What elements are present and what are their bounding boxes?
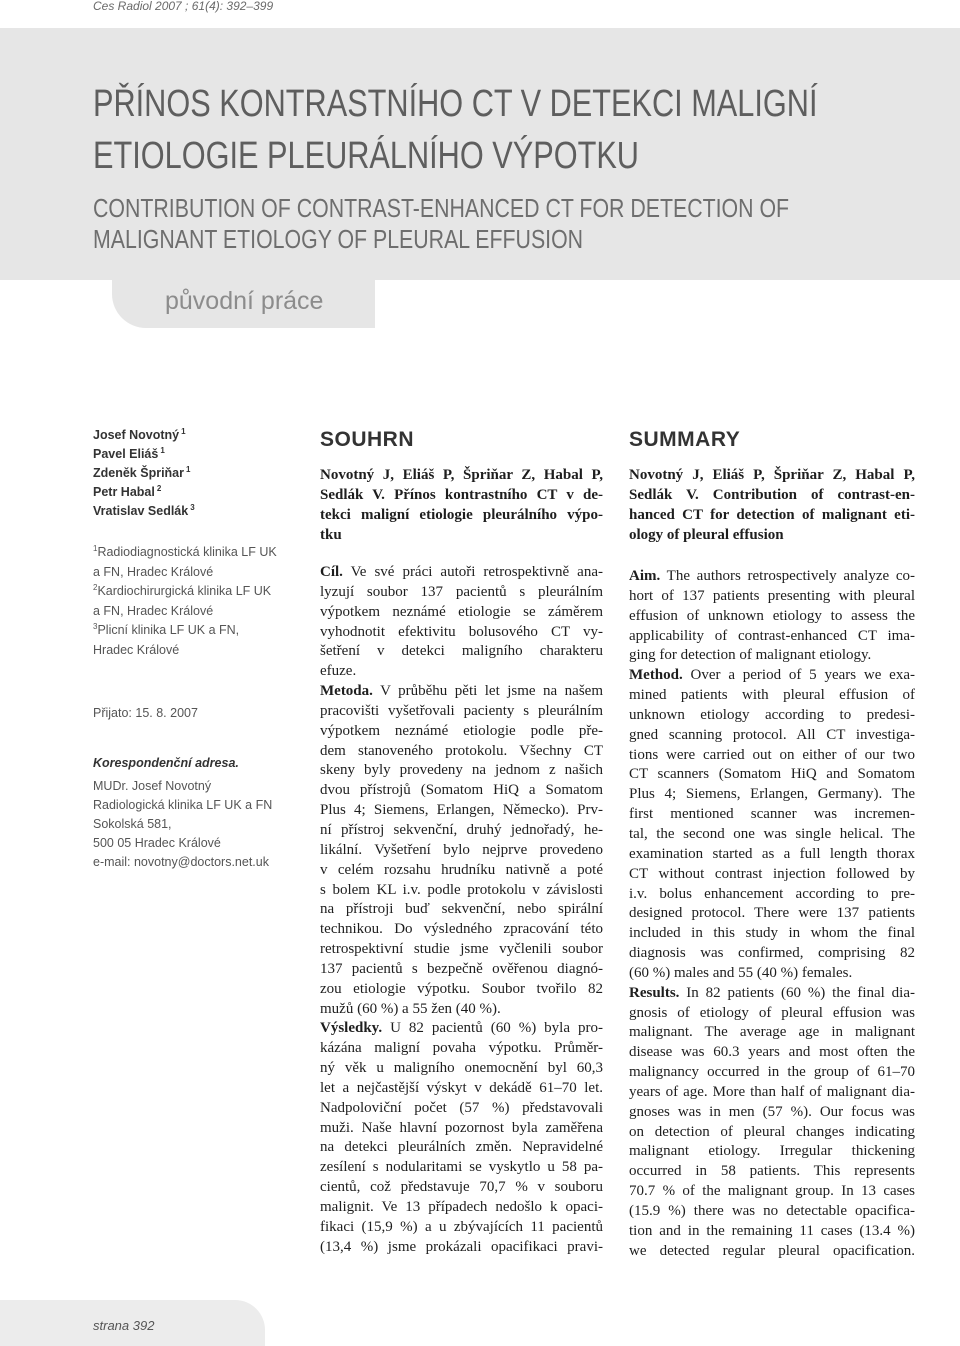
abstract-line-text: CT scanners (Somatom HiQ and Somatom — [629, 766, 915, 783]
abstract-line — [629, 845, 915, 865]
affiliation-number: 1 — [93, 544, 98, 553]
author — [93, 426, 308, 445]
abstract-line-text: disease was 60.3 years and most often the — [629, 1044, 915, 1061]
abstract-section-label: Výsledky. — [320, 1020, 383, 1037]
author — [93, 445, 308, 464]
affiliation-line — [93, 543, 308, 563]
author-name: Zdeněk Špriňar — [93, 466, 184, 480]
abstract-line — [629, 1103, 915, 1123]
abstract-line — [629, 1083, 915, 1103]
article-title-english — [93, 193, 789, 255]
abstract-line-text: 70.7 % of the malignant group. In 13 cases — [629, 1183, 915, 1200]
abstract-line — [320, 881, 603, 901]
abstract-line — [629, 984, 915, 1004]
abstract-line — [320, 761, 603, 781]
abstract-line — [320, 1198, 603, 1218]
summary-abstract-body — [629, 567, 915, 1262]
abstract-line-text: gned scanning protocol. All CT investiga- — [629, 726, 915, 743]
abstract-line-text: malignancy occurred in the group of 61–70 — [629, 1064, 915, 1081]
correspondence-line: 500 05 Hradec Králové — [93, 835, 221, 850]
affiliation-line — [93, 563, 308, 583]
abstract-line — [320, 742, 603, 762]
souhrn-heading: SOUHRN — [320, 428, 415, 451]
abstract-line — [320, 1059, 603, 1079]
abstract-line — [629, 1142, 915, 1162]
affiliation-number: 3 — [93, 622, 98, 631]
abstract-line-text: malignant. The average age in malignant — [629, 1024, 915, 1041]
abstract-line-text: U 82 pacientů (60 %) byla pro- — [382, 1020, 603, 1037]
abstract-line — [320, 682, 603, 702]
abstract-line-text: (15.9 %) there was no detectable opacifica- — [629, 1203, 915, 1219]
title-cz-line: ETIOLOGIE PLEURÁLNÍHO VÝPOTKU — [93, 135, 639, 177]
abstract-line-text: Ve své práci autoři retrospektivně ana- — [342, 564, 603, 580]
abstract-section-label: Metoda. — [320, 683, 373, 700]
abstract-line — [629, 924, 915, 944]
affiliation-line — [93, 621, 308, 641]
abstract-line — [629, 627, 915, 647]
abstract-line-text: on detection of pleural changes indicating — [629, 1123, 915, 1140]
abstract-line-text: likální. Vyšetření bylo nejprve provedeno — [320, 841, 603, 858]
abstract-line — [320, 940, 603, 960]
abstract-line-text: years of age. More than half of malignant dia- — [629, 1083, 915, 1100]
abstract-line — [320, 781, 603, 801]
abstract-line — [629, 1123, 915, 1143]
abstract-line — [629, 1063, 915, 1083]
abstract-line-text: Plus 4; Siemens, Erlangen, Germany). The — [629, 786, 915, 803]
affiliation-text: a FN, Hradec Králové — [93, 564, 214, 579]
abstract-line — [629, 1162, 915, 1182]
abstract-line — [320, 1079, 603, 1099]
correspondence-line: Radiologická klinika LF UK a FN — [93, 797, 273, 812]
abstract-line — [629, 1182, 915, 1202]
abstract-line-text: i.v. bolus enhancement according to pre- — [629, 885, 915, 902]
abstract-line-text: The authors retrospectively analyze co- — [660, 568, 915, 584]
abstract-line-text: zesílení s nodularitami se vyskytlo u 58 pa- — [320, 1159, 603, 1176]
author — [93, 483, 308, 502]
souhrn-citation — [320, 466, 603, 545]
abstract-line-text: let a nejčastější výskyt v dekádě 61–70 let. — [320, 1079, 603, 1096]
affiliation-text: Plicní klinika LF UK a FN, — [97, 623, 240, 637]
author — [93, 464, 308, 483]
abstract-line-text: applicability of contrast-enhanced CT ima- — [629, 627, 915, 644]
abstract-line — [320, 1238, 603, 1258]
affiliation-line — [93, 582, 308, 602]
abstract-line — [320, 980, 603, 1000]
affiliation-mark: 1 — [181, 427, 186, 436]
correspondence-line: MUDr. Josef Novotný — [93, 778, 212, 793]
title-en-line: CONTRIBUTION OF CONTRAST-ENHANCED CT FOR DETECTION OF — [93, 193, 790, 223]
abstract-line — [629, 1043, 915, 1063]
summary-heading: SUMMARY — [629, 428, 741, 451]
abstract-line-text: hort of 137 patients presenting with pleural — [629, 587, 915, 604]
abstract-line-text: v celém rozsahu hrudníku nativně a poté — [320, 861, 603, 878]
abstract-line-text: (13,4 %) jsme prokázali opacifikaci pravi- — [320, 1238, 603, 1255]
abstract-line-text: ný věk u maligního onemocnění byl 60,3 — [320, 1060, 603, 1077]
citation-line: Novotný J, Eliáš P, Špriňar Z, Habal P, — [629, 467, 915, 483]
affiliation-line — [93, 602, 308, 622]
abstract-line — [320, 1138, 603, 1158]
abstract-line — [629, 805, 915, 825]
abstract-line — [320, 583, 603, 603]
abstract-line — [320, 960, 603, 980]
article-title-czech — [93, 78, 817, 182]
abstract-line — [320, 801, 603, 821]
abstract-line-text: lyzují soubor 137 pacientů s pleurálním — [320, 583, 603, 600]
abstract-line — [629, 825, 915, 845]
abstract-line — [629, 746, 915, 766]
abstract-line-text: dem stanoveného protokolu. Všechny CT — [320, 742, 603, 759]
abstract-line — [629, 944, 915, 964]
abstract-line — [629, 607, 915, 627]
title-en-line: MALIGNANT ETIOLOGY OF PLEURAL EFFUSION — [93, 224, 584, 254]
abstract-line — [320, 920, 603, 940]
affiliation-mark: 1 — [186, 465, 191, 474]
abstract-section-label: Aim. — [629, 568, 661, 584]
affiliations-list — [93, 543, 308, 660]
abstract-line-text: kázána maligní povaha výpotku. Průměr- — [320, 1040, 603, 1057]
correspondence-line: Sokolská 581, — [93, 816, 172, 831]
title-cz-line: PŘÍNOS KONTRASTNÍHO CT V DETEKCI MALIGNÍ — [93, 83, 818, 125]
abstract-line — [320, 1178, 603, 1198]
affiliation-text: Radiodiagnostická klinika LF UK — [97, 545, 277, 559]
abstract-line — [320, 702, 603, 722]
abstract-line-text: Nadpoloviční počet (57 %) představovali — [320, 1099, 603, 1116]
abstract-line — [320, 861, 603, 881]
abstract-line — [320, 642, 603, 662]
author-name: Josef Novotný — [93, 428, 180, 442]
abstract-line — [629, 646, 915, 666]
abstract-line-text: we detected regular pleural opacification. — [629, 1242, 915, 1259]
abstract-line-text: gnosis of etiology of pleural effusion was — [629, 1004, 915, 1021]
abstract-line — [320, 623, 603, 643]
abstract-line — [320, 1019, 603, 1039]
abstract-line-text: technikou. Do výsledného zpracování této — [320, 921, 603, 938]
abstract-line — [629, 785, 915, 805]
abstract-line-text: designed protocol. There were 137 patients — [629, 905, 915, 922]
abstract-line — [629, 1023, 915, 1043]
abstract-line-text: muži. Naše hlavní pozornost byla zaměřena — [320, 1119, 603, 1136]
abstract-line-text: na přístroji buď sekvenční, nebo spirální — [320, 901, 603, 918]
abstract-line — [629, 686, 915, 706]
abstract-line — [629, 964, 915, 984]
abstract-line — [629, 865, 915, 885]
abstract-line — [320, 1218, 603, 1238]
abstract-line-text: included in this study in whom the final — [629, 925, 915, 942]
affiliation-text: Kardiochirurgická klinika LF UK — [97, 584, 272, 598]
abstract-line-text: 137 pacientů s bezpečně ověřenou diagnó- — [320, 960, 603, 977]
abstract-section-label: Results. — [629, 984, 680, 1001]
abstract-line-text: tion and in the remaining 11 cases (13.4 %) — [629, 1222, 915, 1239]
citation-line: hanced CT for detection of malignant eti- — [629, 506, 915, 523]
abstract-line-text: retrospektivní studie jsme vyčlenili soubor — [320, 941, 603, 958]
abstract-line-text: In 82 patients (60 %) the final dia- — [679, 984, 915, 1001]
abstract-line-text: fikaci (15,9 %) a u zbývajících 11 pacientů — [320, 1218, 603, 1235]
affiliation-text: Hradec Králové — [93, 642, 180, 657]
abstract-line-text: ging for detection of malignant etiology. — [629, 647, 872, 664]
abstract-line — [320, 662, 603, 682]
abstract-line-text: tions were carried out on either of our two — [629, 746, 915, 763]
abstract-line — [320, 603, 603, 623]
citation-line: tku — [320, 526, 342, 543]
correspondence-address — [93, 777, 308, 872]
abstract-line-text: zou etiologie výpotku. Soubor tvořilo 82 — [320, 980, 603, 997]
abstract-line — [320, 1099, 603, 1119]
received-date: Přijato: 15. 8. 2007 — [93, 706, 198, 720]
abstract-line-text: cientů, což představuje 70,7 % v souboru — [320, 1179, 603, 1196]
author-name: Vratislav Sedlák — [93, 504, 189, 518]
journal-reference: Ces Radiol 2007 ; 61(4): 392–399 — [93, 0, 274, 13]
affiliation-mark: 3 — [190, 503, 195, 512]
abstract-line-text: vyhodnotit efektivitu bolusového CT vy- — [320, 623, 603, 640]
abstract-section-label: Method. — [629, 667, 683, 684]
authors-list — [93, 426, 308, 521]
affiliation-mark: 1 — [160, 446, 165, 455]
souhrn-abstract-body — [320, 563, 603, 1258]
abstract-line-text: occurred in 58 patients. This represents — [629, 1163, 915, 1180]
abstract-line — [629, 1202, 915, 1222]
abstract-line — [629, 1004, 915, 1024]
abstract-line — [320, 563, 603, 583]
abstract-line-text: skeny byly provedeny na jednom z našich — [320, 762, 603, 779]
abstract-line-text: ní přístroj sekvenční, druhý jednořadý, he- — [320, 821, 603, 838]
affiliation-line — [93, 641, 308, 661]
article-type-label: původní práce — [165, 287, 324, 315]
abstract-line — [320, 821, 603, 841]
abstract-line — [320, 1119, 603, 1139]
summary-citation — [629, 466, 915, 545]
correspondence-heading: Korespondenční adresa. — [93, 756, 239, 770]
abstract-line-text: malignit. Ve 13 případech nedošlo k opaci- — [320, 1199, 603, 1215]
abstract-line-text: efuze. — [320, 663, 357, 680]
abstract-line — [320, 1158, 603, 1178]
abstract-line-text: (60 %) males and 55 (40 %) females. — [629, 964, 853, 981]
abstract-line-text: diagnosis was confirmed, comprising 82 — [629, 945, 915, 962]
abstract-line-text: na detekci pleurálních změn. Nepravidelné — [320, 1139, 603, 1156]
abstract-line — [629, 666, 915, 686]
abstract-line-text: Plus 4; Siemens, Erlangen, Německo). Prv- — [320, 802, 603, 819]
abstract-line-text: šetření v detekci maligního charakteru — [320, 643, 603, 660]
abstract-line — [629, 587, 915, 607]
abstract-line-text: mined patients with pleural effusion of — [629, 687, 915, 704]
affiliation-number: 2 — [93, 583, 98, 592]
abstract-line — [629, 726, 915, 746]
author-name: Petr Habal — [93, 485, 155, 499]
abstract-line-text: V průběhu pěti let jsme na našem — [372, 683, 603, 700]
abstract-line-text: effusion of unknown etiology to assess the — [629, 607, 915, 624]
citation-line: tekci maligní etiologie pleurálního výpo- — [320, 506, 603, 523]
abstract-line-text: dvou přístrojů (Somatom HiQ a Somatom — [320, 782, 603, 799]
abstract-line — [629, 1242, 915, 1262]
abstract-line-text: CT without contrast injection followed by — [629, 865, 915, 882]
page-number: strana 392 — [93, 1318, 155, 1333]
abstract-line — [629, 885, 915, 905]
citation-line: ology of pleural effusion — [629, 526, 784, 543]
abstract-line — [629, 706, 915, 726]
abstract-line-text: Over a period of 5 years we exa- — [682, 667, 915, 684]
abstract-line-text: pracovišti vyšetřovali pacienty s pleurálním — [320, 702, 603, 719]
abstract-line — [629, 904, 915, 924]
abstract-line-text: výpotkem neznámé etiologie se záměrem — [320, 603, 603, 620]
correspondence-line: e-mail: novotny@doctors.net.uk — [93, 854, 269, 869]
affiliation-mark: 2 — [156, 484, 162, 493]
abstract-line — [320, 722, 603, 742]
abstract-line — [320, 841, 603, 861]
abstract-section-label: Cíl. — [320, 564, 343, 580]
abstract-line-text: first mentioned scanner was incremen- — [629, 806, 915, 823]
author-name: Pavel Eliáš — [93, 447, 159, 461]
abstract-line-text: malignant etiology. Irregular thickening — [629, 1143, 915, 1160]
abstract-line — [629, 1222, 915, 1242]
author — [93, 502, 308, 521]
citation-line: Novotný J, Eliáš P, Špriňar Z, Habal P, — [320, 467, 603, 483]
abstract-line-text: mužů (60 %) a 55 žen (40 %). — [320, 1000, 501, 1017]
abstract-line-text: výpotkem neznámé etiologie podle pře- — [320, 722, 603, 739]
abstract-line — [629, 765, 915, 785]
affiliation-text: a FN, Hradec Králové — [93, 603, 214, 618]
citation-line: Sedlák V. Přínos kontrastního CT v de- — [320, 486, 603, 503]
citation-line: Sedlák V. Contribution of contrast-en- — [629, 486, 915, 503]
abstract-line-text: gnoses was in men (57 %). Our focus was — [629, 1103, 915, 1120]
abstract-line-text: tal, the second one was single helical. The — [629, 825, 915, 842]
abstract-line — [320, 900, 603, 920]
abstract-line — [629, 567, 915, 587]
abstract-line-text: examination started as a full length thorax — [629, 845, 915, 862]
abstract-line-text: unknown etiology according to predesi- — [629, 706, 915, 723]
abstract-line — [320, 1000, 603, 1020]
abstract-line-text: s bolem KL i.v. podle protokolu v závislosti — [320, 881, 603, 898]
abstract-line — [320, 1039, 603, 1059]
